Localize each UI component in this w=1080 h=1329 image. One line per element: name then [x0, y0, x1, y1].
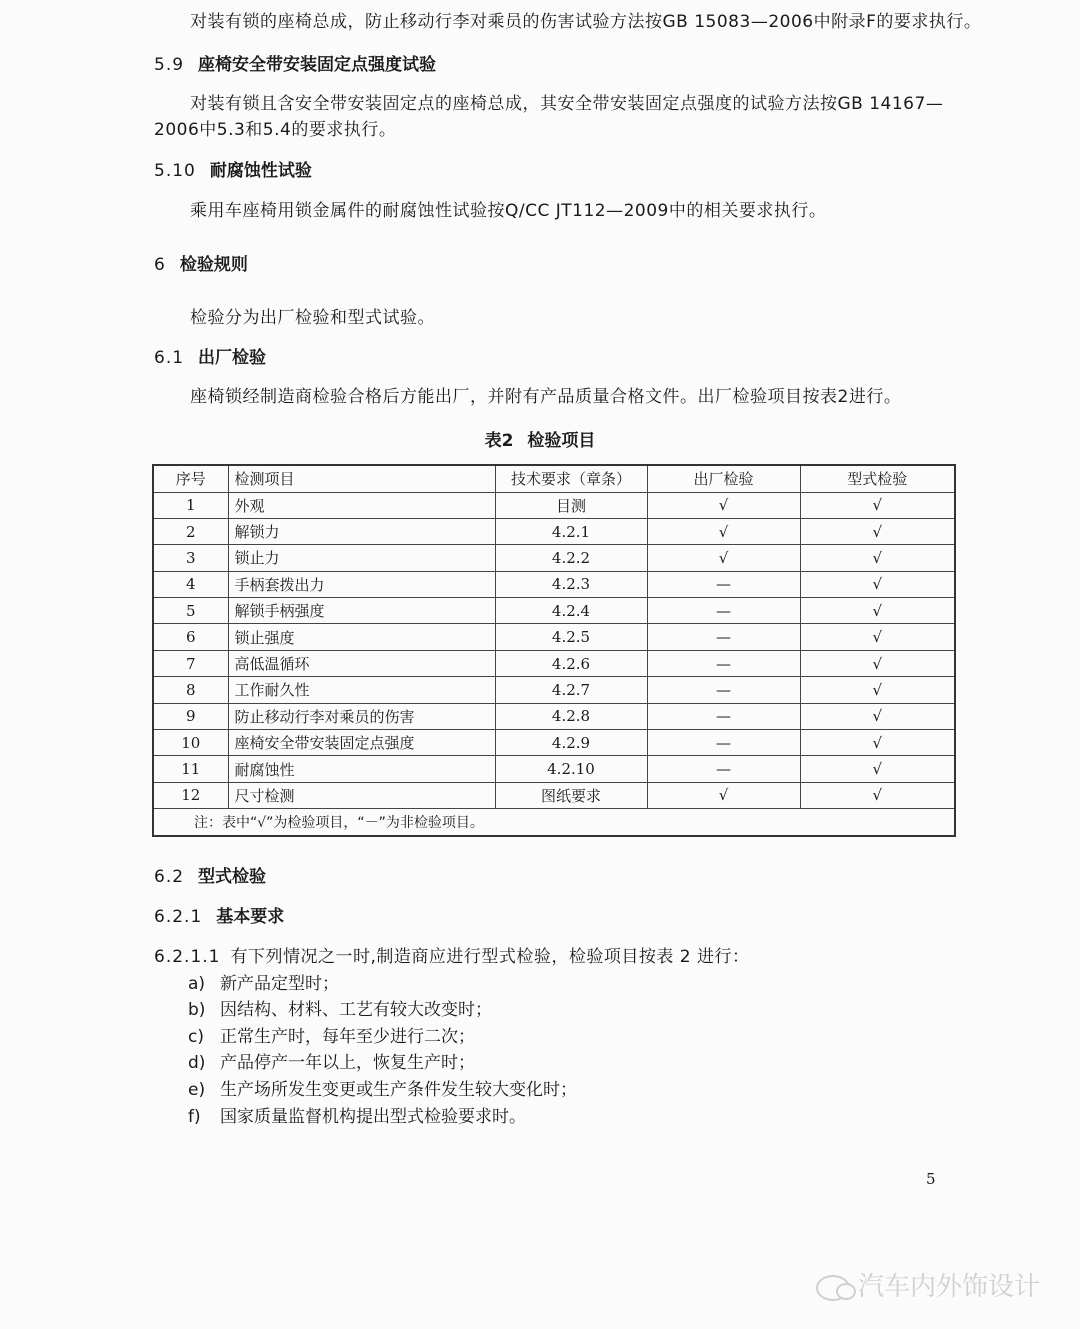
- table-row: [153, 756, 955, 782]
- section-5-9-line-1: 对装有锁且含安全带安装固定点的座椅总成，其安全带安装固定点强度的试验方法按GB 14167—: [190, 94, 944, 114]
- list-text: 产品停产一年以上，恢复生产时；: [220, 1053, 475, 1073]
- inspection-item: 防止移动行李对乘员的伤害: [228, 703, 495, 729]
- table-row: [153, 598, 955, 624]
- factory-inspection: —: [647, 703, 800, 729]
- list-marker: a): [188, 974, 206, 994]
- type-inspection: √: [800, 650, 955, 676]
- section-title: 座椅安全带安装固定点强度试验: [198, 55, 437, 75]
- inspection-item: 锁止强度: [228, 624, 495, 650]
- list-marker: d): [188, 1053, 206, 1073]
- inspection-item: 座椅安全带安装固定点强度: [228, 730, 495, 756]
- factory-inspection: —: [647, 598, 800, 624]
- table-row: [153, 624, 955, 650]
- list-text: 新产品定型时；: [220, 974, 339, 994]
- inspection-item: 高低温循环: [228, 650, 495, 676]
- row-number: 8: [153, 677, 228, 703]
- list-item: [188, 1079, 577, 1101]
- section-5-10-heading: [154, 160, 312, 182]
- section-title: 检验规则: [179, 255, 248, 275]
- table-row: [153, 782, 955, 808]
- requirement: 目测: [495, 492, 647, 518]
- type-inspection: √: [800, 703, 955, 729]
- list-text: 因结构、材料、工艺有较大改变时；: [220, 1000, 492, 1020]
- section-number: 5.9: [154, 55, 185, 75]
- inspection-item: 手柄套拨出力: [228, 571, 495, 597]
- table-row: [153, 518, 955, 544]
- requirement: 4.2.5: [495, 624, 647, 650]
- factory-inspection: —: [647, 624, 800, 650]
- list-item: [188, 1052, 475, 1074]
- requirement: 4.2.7: [495, 677, 647, 703]
- section-6-1-line-1: 座椅锁经制造商检验合格后方能出厂，并附有产品质量合格文件。出厂检验项目按表2进行。: [190, 387, 902, 407]
- list-item: [188, 1106, 526, 1128]
- table-caption-title: 检验项目: [527, 431, 596, 451]
- row-number: 6: [153, 624, 228, 650]
- list-text: 正常生产时，每年至少进行二次；: [220, 1027, 475, 1047]
- factory-inspection: √: [647, 492, 800, 518]
- section-number: 6.1: [154, 348, 185, 368]
- inspection-item: 锁止力: [228, 545, 495, 571]
- inspection-item: 外观: [228, 492, 495, 518]
- type-inspection: √: [800, 518, 955, 544]
- inspection-item: 工作耐久性: [228, 677, 495, 703]
- table-row: [153, 571, 955, 597]
- section-6-line-1: 检验分为出厂检验和型式试验。: [190, 308, 435, 328]
- section-5-10-line-1: 乘用车座椅用锁金属件的耐腐蚀性试验按Q/CC JT112—2009中的相关要求执行。: [190, 201, 827, 221]
- list-marker: f): [188, 1107, 201, 1127]
- list-text: 生产场所发生变更或生产条件发生较大变化时；: [220, 1080, 577, 1100]
- table-caption: [0, 426, 1080, 451]
- table-row: [153, 492, 955, 518]
- type-inspection: √: [800, 782, 955, 808]
- factory-inspection: —: [647, 677, 800, 703]
- inspection-item: 耐腐蚀性: [228, 756, 495, 782]
- intro-line: 对装有锁的座椅总成，防止移动行李对乘员的伤害试验方法按GB 15083—2006中附录F的要求执行。: [190, 12, 982, 32]
- requirement: 4.2.1: [495, 518, 647, 544]
- section-number: 6: [154, 255, 166, 275]
- section-number: 6.2.1: [154, 907, 203, 927]
- list-item: [188, 999, 492, 1021]
- factory-inspection: —: [647, 650, 800, 676]
- section-5-9-line-2: 2006中5.3和5.4的要求执行。: [154, 120, 397, 140]
- list-marker: b): [188, 1000, 206, 1020]
- section-title: 型式检验: [198, 867, 267, 887]
- watermark: [816, 1266, 1040, 1303]
- type-inspection: √: [800, 492, 955, 518]
- header-cell: 型式检验: [800, 465, 955, 492]
- factory-inspection: √: [647, 782, 800, 808]
- type-inspection: √: [800, 756, 955, 782]
- factory-inspection: —: [647, 571, 800, 597]
- list-text: 国家质量监督机构提出型式检验要求时。: [220, 1107, 526, 1127]
- type-inspection: √: [800, 624, 955, 650]
- section-5-9-heading: [154, 54, 436, 76]
- requirement: 4.2.9: [495, 730, 647, 756]
- requirement: 4.2.8: [495, 703, 647, 729]
- clause-text: 有下列情况之一时,制造商应进行型式检验，检验项目按表 2 进行：: [230, 947, 750, 967]
- type-inspection: √: [800, 545, 955, 571]
- list-marker: c): [188, 1027, 204, 1047]
- table-note: 注：表中“√”为检验项目，“－”为非检验项目。: [153, 809, 955, 836]
- section-6-heading: [154, 254, 248, 276]
- table-caption-number: 表2: [484, 431, 514, 451]
- table-row: [153, 677, 955, 703]
- row-number: 10: [153, 730, 228, 756]
- table-note-row: [153, 809, 955, 836]
- section-6-2-heading: [154, 866, 266, 888]
- table-row: [153, 545, 955, 571]
- section-number: 5.10: [154, 161, 196, 181]
- header-cell: 技术要求（章条）: [495, 465, 647, 492]
- section-title: 耐腐蚀性试验: [209, 161, 312, 181]
- factory-inspection: √: [647, 545, 800, 571]
- factory-inspection: —: [647, 730, 800, 756]
- requirement: 4.2.2: [495, 545, 647, 571]
- type-inspection: √: [800, 677, 955, 703]
- row-number: 4: [153, 571, 228, 597]
- row-number: 3: [153, 545, 228, 571]
- table-header-row: [153, 465, 955, 492]
- watermark-text: 汽车内外饰设计: [858, 1272, 1041, 1302]
- header-cell: 检测项目: [228, 465, 495, 492]
- inspection-item: 解锁手柄强度: [228, 598, 495, 624]
- factory-inspection: —: [647, 756, 800, 782]
- section-title: 出厂检验: [198, 348, 267, 368]
- header-cell: 出厂检验: [647, 465, 800, 492]
- header-cell: 序号: [153, 465, 228, 492]
- page-number: 5: [926, 1170, 936, 1188]
- requirement: 图纸要求: [495, 782, 647, 808]
- list-marker: e): [188, 1080, 206, 1100]
- type-inspection: √: [800, 571, 955, 597]
- inspection-item: 解锁力: [228, 518, 495, 544]
- table-row: [153, 730, 955, 756]
- wechat-icon: [816, 1275, 850, 1301]
- type-inspection: √: [800, 598, 955, 624]
- requirement: 4.2.10: [495, 756, 647, 782]
- list-item: [188, 973, 339, 995]
- row-number: 9: [153, 703, 228, 729]
- clause-number: 6.2.1.1: [154, 947, 221, 967]
- row-number: 12: [153, 782, 228, 808]
- table-row: [153, 703, 955, 729]
- requirement: 4.2.6: [495, 650, 647, 676]
- row-number: 2: [153, 518, 228, 544]
- type-inspection: √: [800, 730, 955, 756]
- section-6-2-1-heading: [154, 906, 284, 928]
- row-number: 5: [153, 598, 228, 624]
- list-item: [188, 1026, 475, 1048]
- row-number: 11: [153, 756, 228, 782]
- section-title: 基本要求: [216, 907, 285, 927]
- table-row: [153, 650, 955, 676]
- clause-6-2-1-1: [154, 946, 750, 968]
- row-number: 1: [153, 492, 228, 518]
- section-number: 6.2: [154, 867, 185, 887]
- row-number: 7: [153, 650, 228, 676]
- requirement: 4.2.4: [495, 598, 647, 624]
- inspection-items-table: [152, 464, 956, 837]
- inspection-item: 尺寸检测: [228, 782, 495, 808]
- section-6-1-heading: [154, 347, 266, 369]
- requirement: 4.2.3: [495, 571, 647, 597]
- factory-inspection: √: [647, 518, 800, 544]
